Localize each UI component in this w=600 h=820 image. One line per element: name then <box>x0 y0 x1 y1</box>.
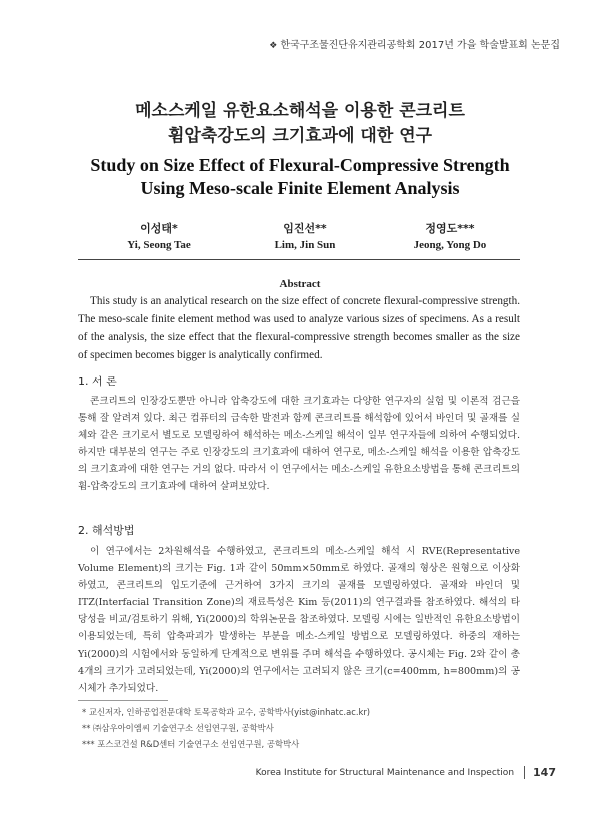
author-2 <box>230 220 380 251</box>
abstract-body: This study is an analytical research on the size effect of concrete flexural-compressive strength. The meso-scale finite element method was used to analyze various sizes of specimens. As a result of the analysis, the size effect that the flexural-compressive strength becomes smaller as the size of specimen becomes bigger is analytically confirmed. <box>78 295 520 361</box>
section-2-heading: 2. 해석방법 <box>78 524 135 537</box>
english-title-line-2: Using Meso-scale Finite Element Analysis <box>140 178 460 198</box>
english-title-line-1: Study on Size Effect of Flexural-Compressive Strength <box>90 155 510 175</box>
author-2-english-name: Lim, Jin Sun <box>274 239 336 251</box>
footnote-3: *** 포스코건설 R&D센터 기술연구소 선임연구원, 공학박사 <box>82 739 300 749</box>
author-3-english-name: Jeong, Yong Do <box>413 239 487 251</box>
korean-title-line-1: 메소스케일 유한요소해석을 이용한 콘크리트 <box>135 101 465 121</box>
header-mark-icon: ❖ <box>269 41 278 51</box>
abstract-heading: Abstract <box>279 278 321 290</box>
korean-title-line-2: 휨압축강도의 크기효과에 대한 연구 <box>167 126 433 146</box>
section-1-body: 콘크리트의 인장강도뿐만 아니라 압축강도에 대한 크기효과는 다양한 연구자의 실험 및 이론적 검근을 통해 잘 알려져 있다. 최근 컴퓨터의 급속한 발전과 함께 콘크리트를 해석함에 있어서 바인더 및 골재를 실체와 같은 크기로서 별도로 모델링하여 해석하는 메소-스케일 해석이 일부 연구자들에 의하여 수행되었다. 하지만 대부분의 연구는 주로 인장강도의 크기효과에 대하여 연구로, 메소-스케일 해석을 이용한 압축강도의 크기효과에 대한 연구는 거의 없다. 따라서 이 연구에서는 메소-스케일 유한요소방법을 통해 콘크리트의 휨-압축강도의 크기효과에 대하여 살펴보았다. <box>78 396 520 493</box>
page-number: 147 <box>524 766 556 779</box>
section-2-body: 이 연구에서는 2차원해석을 수행하였고, 콘크리트의 메소-스케일 해석 시 RVE(Representative Volume Element)의 크기는 Fig. 1과 같이 50mm×50mm로 하였다. 골재의 형상은 원형으로 이상화하였고, 콘크리트의 입도기준에 근거하여 3가지 크기의 골재를 모델링하였다. 골재와 바인더 및 ITZ(Interfacial Transition Zone)의 재료특성은 Kim 등(2011)의 연구결과를 참조하였다. 해석의 타당성을 비교/검토하기 위해, Yi(2000)의 학위논문을 참조하였다. 모델링 시에는 일반적인 유한요소방법이 이용되었는데, 특히 압축파괴가 발생하는 부분을 메소-스케일 방법으로 모델링하였다. 하중의 재하는 Yi(2000)의 시험에서와 동일하게 단계적으로 변위를 주며 해석을 수행하였다. 공시체는 Fig. 2와 같이 총 4개의 크기가 고려되었는데, Yi(2000)의 연구에서는 고려되지 않은 크기(c=400mm, h=800mm)의 공시체가 추가되었다. <box>78 546 520 694</box>
section-1-heading: 1. 서 론 <box>78 375 117 388</box>
author-3 <box>375 220 525 251</box>
footer-text: Korea Institute for Structural Maintenance and Inspection <box>255 767 515 778</box>
footnote-divider <box>78 700 168 701</box>
running-header <box>269 36 560 51</box>
author-2-korean-name: 임진선** <box>283 222 327 235</box>
header-text: 한국구조물진단유지관리공학회 2017년 가을 학술발표회 논문집 <box>280 40 560 51</box>
author-1 <box>84 220 234 251</box>
page-footer <box>256 766 556 779</box>
author-1-korean-name: 이성태* <box>140 222 178 235</box>
title-divider <box>78 259 520 260</box>
author-1-english-name: Yi, Seong Tae <box>127 239 191 251</box>
footnote-2: ** ㈜삼우아이엠씨 기술연구소 선임연구원, 공학박사 <box>82 723 274 733</box>
author-3-korean-name: 정영도*** <box>425 222 475 235</box>
footnote-1: * 교신저자, 인하공업전문대학 토목공학과 교수, 공학박사(yist@inhatc.ac.kr) <box>82 707 371 717</box>
